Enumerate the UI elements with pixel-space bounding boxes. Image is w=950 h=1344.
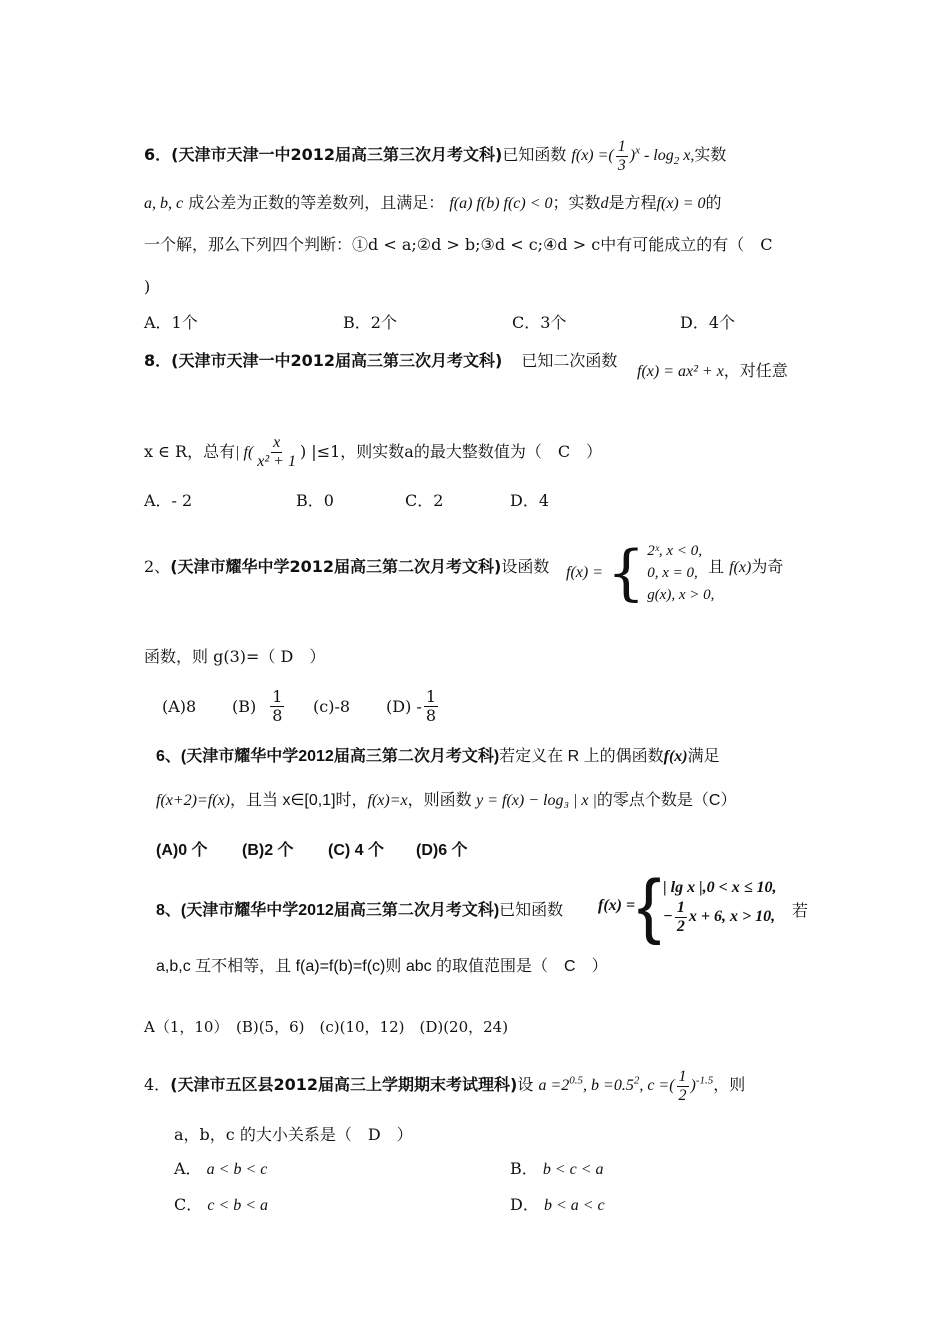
- q6-number: 6．: [144, 145, 172, 165]
- q6b-source: (天津市耀华中学2012届高三第二次月考文科): [180, 748, 500, 765]
- q6b-number: 6、: [156, 748, 181, 765]
- q6b-option-c: (C) 4 个: [328, 842, 385, 859]
- q8b-fx: f(x) =: [598, 897, 636, 914]
- q4-text1: 设: [517, 1075, 534, 1095]
- q2-number: 2、: [144, 557, 171, 576]
- q8b-text2: 若: [792, 901, 809, 920]
- q2-case2: 0, x = 0,: [647, 565, 698, 581]
- q8b-case2: [663, 899, 776, 936]
- q2-fx2: f(x): [729, 559, 752, 576]
- q4-text2: ，则: [713, 1075, 746, 1095]
- q6-line2-text4: 的: [705, 193, 722, 212]
- q6-option-b: B．2个: [343, 313, 397, 332]
- q2-option-b: [232, 688, 286, 725]
- q2-source: (天津市耀华中学2012届高三第二次月考文科): [170, 557, 502, 576]
- q2-fx: f(x) =: [566, 564, 603, 581]
- q8a-text1: 已知二次函数: [521, 351, 618, 370]
- q4-number: 4．: [144, 1075, 171, 1095]
- q6-option-a: A．1个: [144, 313, 198, 332]
- q6-line3: 一个解，那么下列四个判断：①d < a;②d > b;③d < c;④d > c中有可能成立的有（ C: [144, 235, 773, 254]
- q2-option-b-label: (B): [232, 696, 257, 716]
- q2-line1-tail: [708, 556, 783, 579]
- q6-abc: a, b, c: [144, 195, 184, 212]
- q6b-option-d: (D)6 个: [416, 842, 468, 859]
- q8b-case2-minus: −: [663, 908, 673, 925]
- q4-option-c-label: C．: [174, 1195, 203, 1214]
- q2-opt-d-den: 8: [425, 706, 436, 725]
- q6-d: d: [600, 195, 609, 212]
- q8a-formula: [637, 360, 788, 383]
- q4-option-d-text: b < a < c: [543, 1197, 605, 1214]
- q2-option-c: (c)-8: [313, 697, 351, 716]
- q4-option-c-text: c < b < a: [207, 1197, 269, 1214]
- q6b-line2-c: f(x)=x: [367, 792, 408, 809]
- q8b-cases: [663, 877, 776, 936]
- q6-text2: 实数: [694, 145, 727, 165]
- q8b-line2: a,b,c 互不相等，且 f(a)=f(b)=f(c)则 abc 的取值范围是（ C ）: [156, 958, 608, 975]
- q6-source: (天津市天津一中2012届高三第三次月考文科): [171, 145, 503, 165]
- q8b-options: A（1，10） (B)(5，6) (c)(10，12) (D)(20，24): [144, 1018, 509, 1036]
- q2-option-d-label: (D) -: [386, 696, 422, 716]
- q8a-formula-text: f(x) = ax² + x: [637, 363, 724, 380]
- q2-text2: 且: [708, 557, 725, 576]
- q8a-line2-b: | f(: [235, 444, 254, 461]
- q4-source: (天津市五区县2012届高三上学期期末考试理科): [170, 1075, 518, 1095]
- q2-option-d: [386, 688, 440, 725]
- q6b-option-a: (A)0 个: [156, 842, 208, 859]
- q2-text1: 设函数: [501, 557, 550, 576]
- q4-option-b-text: b < c < a: [542, 1161, 604, 1178]
- q2-brace: {: [607, 538, 646, 608]
- q2-line2: 函数，则 g(3)=（ D ）: [144, 647, 326, 666]
- q8b-text1: 已知函数: [499, 902, 564, 919]
- q6b-text1: 若定义在 R 上的偶函数: [499, 748, 664, 765]
- q4-option-d-label: D．: [510, 1195, 539, 1214]
- q8b-brace: {: [637, 866, 662, 946]
- q2-piecewise: [566, 540, 714, 606]
- q4-option-b: [510, 1158, 604, 1181]
- q8b-line1: [156, 900, 563, 922]
- q6b-line2-d: ，则函数: [407, 792, 472, 809]
- q8b-source: (天津市耀华中学2012届高三第二次月考文科): [180, 902, 500, 919]
- q4-option-d: [510, 1194, 605, 1217]
- q6b-line2-b: ，且当 x∈[0,1]时，: [230, 792, 368, 809]
- q8b-case2-fraction: [675, 899, 687, 936]
- q8a-frac-denominator: x² + 1: [257, 453, 296, 470]
- q6b-fx: f(x): [663, 748, 688, 765]
- q6b-option-b: (B)2 个: [242, 842, 294, 859]
- q4-line2: a，b，c 的大小关系是（ D ）: [174, 1125, 413, 1144]
- q8a-line2-c: ) |≤1，则实数a的最大整数值为（ C ）: [299, 442, 603, 461]
- q2-option-b-fraction: [270, 688, 284, 725]
- q4-option-a-label: A．: [174, 1159, 202, 1178]
- q8a-line1: [144, 350, 617, 372]
- q6b-line2-f: 的零点个数是（C）: [596, 792, 737, 809]
- q2-option-d-fraction: [424, 688, 438, 725]
- q8b-number: 8、: [156, 902, 181, 919]
- q6-line2-text: 成公差为正数的等差数列，且满足：: [188, 193, 445, 212]
- q6b-line1: [156, 746, 720, 768]
- q6-text1: 已知函数: [502, 145, 567, 165]
- q6-option-d: D．4个: [680, 313, 736, 332]
- q8b-case2-den: 2: [676, 917, 685, 935]
- q2-line1: [144, 556, 549, 578]
- q6-line2-text3: 是方程: [608, 193, 657, 212]
- q4-option-a-text: a < b < c: [206, 1161, 268, 1178]
- q6-line2: [144, 192, 722, 215]
- q6b-periodic: f(x+2)=f(x): [156, 792, 230, 809]
- q8b-piecewise: [598, 866, 777, 946]
- q6-condition: f(a) f(b) f(c) < 0: [449, 195, 553, 212]
- q2-cases: [647, 540, 714, 606]
- q8a-option-b: B．0: [296, 491, 334, 510]
- q6b-line2: [156, 790, 736, 812]
- q8a-line2: [144, 434, 602, 471]
- q6-option-c: C．3个: [512, 313, 567, 332]
- q2-option-a: (A)8: [162, 697, 197, 716]
- q6-equation: f(x) = 0: [656, 195, 706, 212]
- q4-option-a: [174, 1158, 267, 1181]
- q4-line1: [144, 1068, 745, 1105]
- q8a-option-d: D．4: [510, 491, 550, 510]
- q8a-fraction: [255, 434, 298, 471]
- q6-line4: ): [144, 277, 151, 296]
- q8b-case2-rest: x + 6, x > 10,: [688, 908, 776, 925]
- q4-formula: $a =2^{0.5}$, $b =0.5^2$, c =( $\frac{1}{2}$ )$^{-1.5}$: [538, 1068, 714, 1104]
- q8a-text2: ，对任意: [723, 361, 788, 380]
- q2-opt-b-num: 1: [272, 687, 283, 706]
- q2-case3: g(x), x > 0,: [647, 587, 715, 603]
- q6-line1: [144, 138, 726, 175]
- q6-line2-text2: ；实数: [552, 193, 601, 212]
- q8a-option-a: A．- 2: [144, 491, 193, 510]
- q6-formula: f(x) =( $\frac{1}{3}$ )$^x - \log_2 x$,: [571, 138, 695, 174]
- q2-opt-d-num: 1: [425, 687, 436, 706]
- q6b-text2: 满足: [687, 748, 720, 765]
- q8a-option-c: C．2: [405, 491, 444, 510]
- q8a-line2-a: x ∈ R，总有: [144, 442, 236, 461]
- q8a-source: (天津市天津一中2012届高三第三次月考文科): [171, 351, 503, 370]
- q8a-number: 8．: [144, 351, 172, 370]
- q8b-case2-num: 1: [676, 898, 685, 916]
- q4-option-b-label: B．: [510, 1159, 538, 1178]
- q8b-case1: | lg x |,0 < x ≤ 10,: [663, 878, 777, 896]
- q6b-function: y = f(x) − log₃ | x |: [476, 792, 597, 809]
- q2-text3: 为奇: [751, 557, 784, 576]
- q8a-frac-numerator: x: [273, 434, 281, 451]
- q4-option-c: [174, 1194, 268, 1217]
- q2-opt-b-den: 8: [272, 706, 283, 725]
- q2-case1: 2ˣ, x < 0,: [647, 543, 702, 559]
